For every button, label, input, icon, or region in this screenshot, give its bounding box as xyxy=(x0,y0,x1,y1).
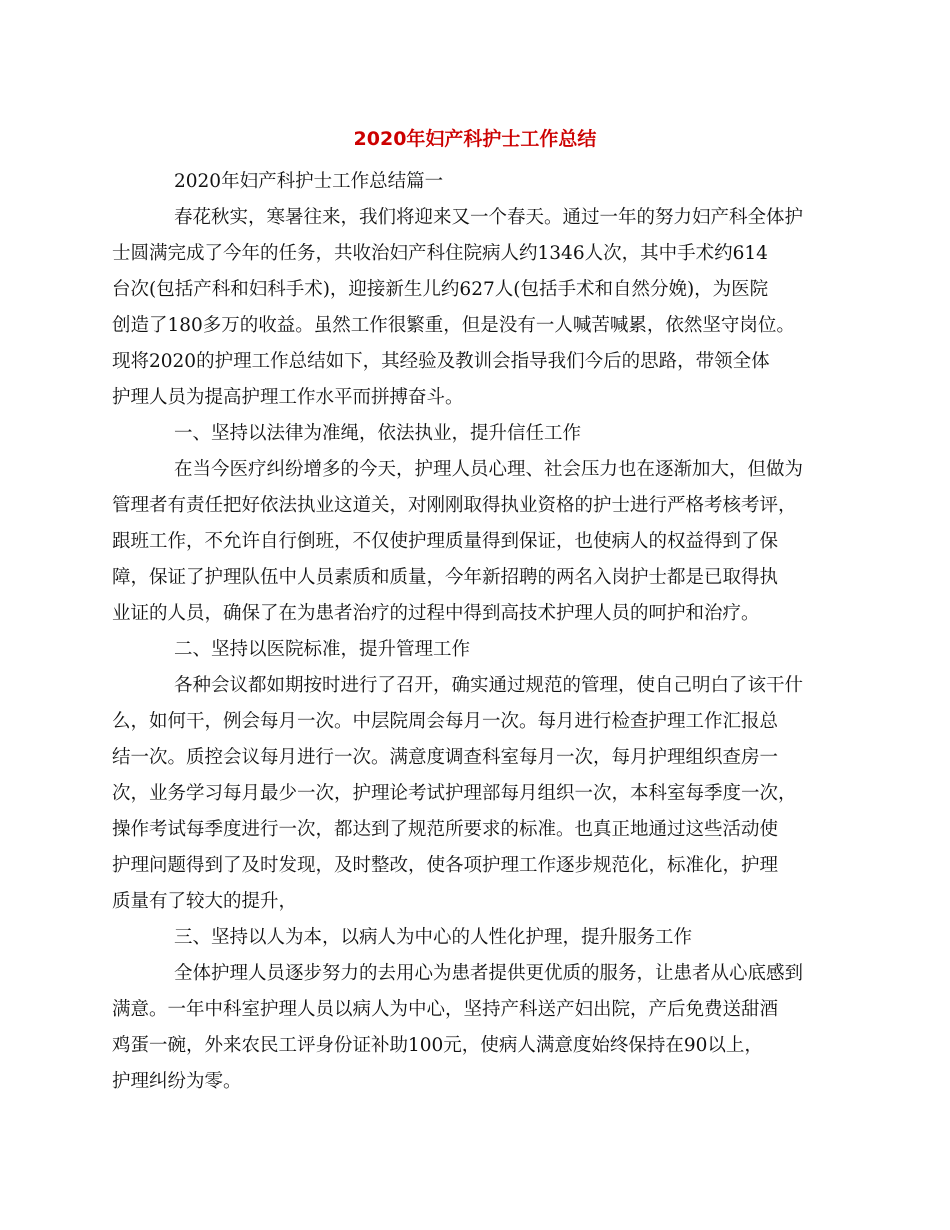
paragraph-line: 护理人员为提高护理工作水平而拼搏奋斗。 xyxy=(112,387,464,408)
section-heading-2: 二、坚持以医院标准，提升管理工作 xyxy=(174,639,471,660)
paragraph-line: 各种会议都如期按时进行了召开，确实通过规范的管理，使自己明白了该干什 xyxy=(174,675,804,696)
paragraph-line: 士圆满完成了今年的任务，共收治妇产科住院病人约1346人次，其中手术约614 xyxy=(112,243,768,264)
paragraph-line: 质量有了较大的提升， xyxy=(112,891,298,912)
paragraph-line: 春花秋实，寒暑往来，我们将迎来又一个春天。通过一年的努力妇产科全体护 xyxy=(174,207,804,228)
paragraph-line: 么，如何干，例会每月一次。中层院周会每月一次。每月进行检查护理工作汇报总 xyxy=(112,711,779,732)
document-title: 2020年妇产科护士工作总结 xyxy=(353,128,597,150)
paragraph-line: 次，业务学习每月最少一次，护理论考试护理部每月组织一次，本科室每季度一次， xyxy=(112,783,797,804)
paragraph-line: 业证的人员，确保了在为患者治疗的过程中得到高技术护理人员的呵护和治疗。 xyxy=(112,603,760,624)
section-heading-article: 2020年妇产科护士工作总结篇一 xyxy=(174,171,444,192)
paragraph-line: 跟班工作，不允许自行倒班，不仅使护理质量得到保证，也使病人的权益得到了保 xyxy=(112,531,779,552)
paragraph-line: 满意。一年中科室护理人员以病人为中心，坚持产科送产妇出院，产后免费送甜酒 xyxy=(112,999,779,1020)
paragraph-line: 现将2020的护理工作总结如下，其经验及教训会指导我们今后的思路，带领全体 xyxy=(112,351,770,372)
paragraph-line: 全体护理人员逐步努力的去用心为患者提供更优质的服务，让患者从心底感到 xyxy=(174,963,804,984)
paragraph-line: 鸡蛋一碗，外来农民工评身份证补助100元，使病人满意度始终保持在90以上， xyxy=(112,1035,763,1056)
section-heading-3: 三、坚持以人为本，以病人为中心的人性化护理，提升服务工作 xyxy=(174,927,693,948)
paragraph-line: 结一次。质控会议每月进行一次。满意度调查科室每月一次，每月护理组织查房一 xyxy=(112,747,779,768)
paragraph-line: 台次(包括产科和妇科手术)，迎接新生儿约627人(包括手术和自然分娩)，为医院 xyxy=(112,279,769,300)
section-heading-1: 一、坚持以法律为准绳，依法执业，提升信任工作 xyxy=(174,423,582,444)
paragraph-line: 护理纠纷为零。 xyxy=(112,1071,242,1092)
paragraph-line: 操作考试每季度进行一次，都达到了规范所要求的标准。也真正地通过这些活动使 xyxy=(112,819,779,840)
paragraph-line: 创造了180多万的收益。虽然工作很繁重，但是没有一人喊苦喊累，依然坚守岗位。 xyxy=(112,315,795,336)
paragraph-line: 管理者有责任把好依法执业这道关，对刚刚取得执业资格的护士进行严格考核考评， xyxy=(112,495,797,516)
paragraph-line: 障，保证了护理队伍中人员素质和质量，今年新招聘的两名入岗护士都是已取得执 xyxy=(112,567,779,588)
paragraph-line: 在当今医疗纠纷增多的今天，护理人员心理、社会压力也在逐渐加大，但做为 xyxy=(174,459,804,480)
paragraph-line: 护理问题得到了及时发现，及时整改，使各项护理工作逐步规范化，标准化，护理 xyxy=(112,855,779,876)
